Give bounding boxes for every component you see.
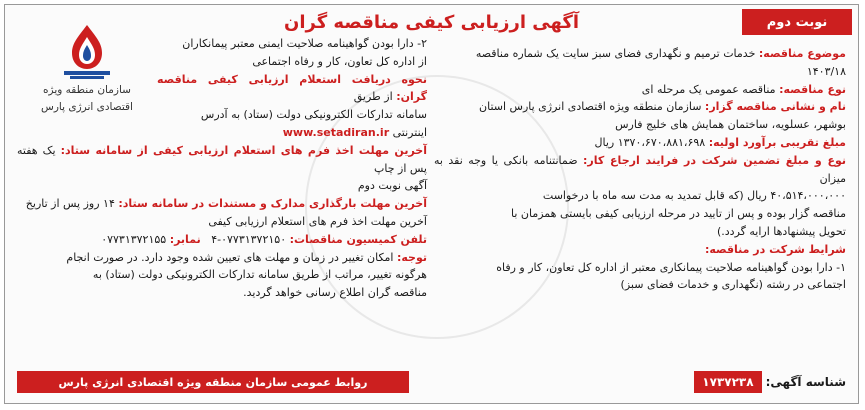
guarantee-text-4: تحویل پیشنهادها ارایه گردد.) xyxy=(717,224,846,238)
address-label: نام و نشانی مناقصه گزار: xyxy=(704,100,846,114)
fax-text: ۰۷۷۳۱۳۷۲۱۵۵ xyxy=(101,232,167,246)
ad-frame xyxy=(4,4,859,404)
address-text-2: بوشهر، عسلویه، ساختمان همایش های خلیج فارس xyxy=(615,118,846,132)
guarantee-text-2: ۴۰،۵۱۴،۰۰۰،۰۰۰ ریال (که قابل تمدید به مدت سه ماه با درخواست xyxy=(542,189,846,203)
logo-line-2: اقتصادی انرژی پارس xyxy=(41,101,133,113)
estimate-text: ۱۳۷۰،۶۷۰،۸۸۱،۶۹۸ ریال xyxy=(594,135,706,149)
guarantee-line xyxy=(434,152,846,188)
deadline-upload-label: آخرین مهلت بارگذاری مدارک و مستندات در سامانه ستاد: xyxy=(118,197,427,211)
deadline-take-text-1: یک هفته پس از چاپ xyxy=(17,143,427,175)
guarantee-text-3: مناقصه گزار بوده و پس از تایید در مرحله ارزیابی کیفی بایستی همزمان با xyxy=(511,207,846,221)
deadline-upload-line xyxy=(17,195,427,213)
estimate-line xyxy=(434,134,846,152)
conditions-label: شرایط شرکت در مناقصه: xyxy=(704,242,846,256)
receive-text-1: از طریق xyxy=(353,90,393,104)
subject-number: ۱۴۰۳/۱۸ xyxy=(806,64,846,78)
guarantee-label: نوع و مبلغ تضمین شرکت در فرایند ارجاع کار: xyxy=(583,153,846,167)
deadline-upload-text-1: ۱۴ روز پس از تاریخ xyxy=(25,197,115,211)
estimate-label: مبلغ تقریبی برآورد اولیه: xyxy=(708,135,846,149)
note-text-1: امکان تغییر در زمان و مهلت های تعیین شده وجود دارد. در صورت انجام xyxy=(66,250,394,264)
round-badge: نوبت دوم xyxy=(742,9,852,35)
ad-id-label: شناسه آگهی: xyxy=(765,375,846,389)
deadline-take-label: آخرین مهلت اخذ فرم های استعلام ارزیابی کیفی از سامانه ستاد: xyxy=(60,143,427,157)
note-line xyxy=(17,249,427,267)
phone-label: تلفن کمیسیون مناقصات: xyxy=(289,232,427,246)
setad-link[interactable]: www.setadiran.ir xyxy=(282,125,390,139)
phone-line xyxy=(17,231,427,249)
subject-text: خدمات ترمیم و نگهداری فضای سبز سایت یک شماره مناقصه xyxy=(475,47,756,60)
deadline-take-text-2: آگهی نوبت دوم xyxy=(357,179,427,193)
ad-id-box xyxy=(694,371,846,393)
condition-1-text-1: ۱- دارا بودن گواهینامه صلاحیت پیمانکاری معتبر از اداره کل تعاون، کار و رفاه xyxy=(496,260,846,274)
right-column xyxy=(434,45,846,294)
address-line xyxy=(434,98,846,116)
condition-2-text-1: ۲- دارا بودن گواهینامه صلاحیت ایمنی معتبر پیمانکاران xyxy=(182,37,427,50)
receive-label: نحوه دریافت استعلام ارزیابی کیفی مناقصه گران: xyxy=(157,72,427,104)
logo-line-1: سازمان منطقه ویژه xyxy=(43,84,131,96)
deadline-upload-text-2: آخرین مهلت اخذ فرم های استعلام ارزیابی کیفی xyxy=(208,214,427,228)
phone-text: ۰۷۷۳۱۳۷۲۱۵۰-۴ xyxy=(211,232,287,246)
receive-text-2: سامانه تدارکات الکترونیکی دولت (ستاد) به آدرس xyxy=(200,108,427,122)
flame-logo-icon xyxy=(56,23,118,81)
ad-title: آگهی ارزیابی کیفی مناقصه گران xyxy=(283,12,580,33)
receive-url-line xyxy=(157,124,427,142)
note-label: توجه: xyxy=(396,250,427,264)
ad-id-number: ۱۷۳۷۲۳۸ xyxy=(694,371,761,393)
receive-text-3: اینترنتی xyxy=(392,125,427,139)
type-label: نوع مناقصه: xyxy=(779,82,846,96)
logo xyxy=(27,23,147,121)
receive-line xyxy=(157,71,427,107)
subject-label: موضوع مناقصه: xyxy=(758,47,846,60)
type-text: مناقصه عمومی یک مرحله ای xyxy=(641,82,776,96)
condition-2-text-2: از اداره کل تعاون، کار و رفاه اجتماعی xyxy=(252,54,427,68)
pr-banner: روابط عمومی سازمان منطقه ویژه اقتصادی انرژی پارس xyxy=(17,371,409,393)
deadline-take-line xyxy=(17,142,427,178)
note-text-3: مناقصه گران اطلاع رسانی خواهد گردید. xyxy=(243,286,427,300)
guarantee-text-1: ضمانتنامه بانکی یا وجه نقد به میزان xyxy=(434,153,846,185)
fax-label: نمابر: xyxy=(169,232,201,246)
subject-line xyxy=(434,45,846,63)
condition-1-text-2: اجتماعی در رشته (نگهداری و خدمات فضای سبز) xyxy=(620,278,846,292)
type-line xyxy=(434,81,846,99)
note-text-2: هرگونه تغییر، مراتب از طریق سامانه تدارکات الکترونیکی دولت (ستاد) به xyxy=(92,268,427,282)
address-text-1: سازمان منطقه ویژه اقتصادی انرژی پارس استان xyxy=(479,100,702,114)
